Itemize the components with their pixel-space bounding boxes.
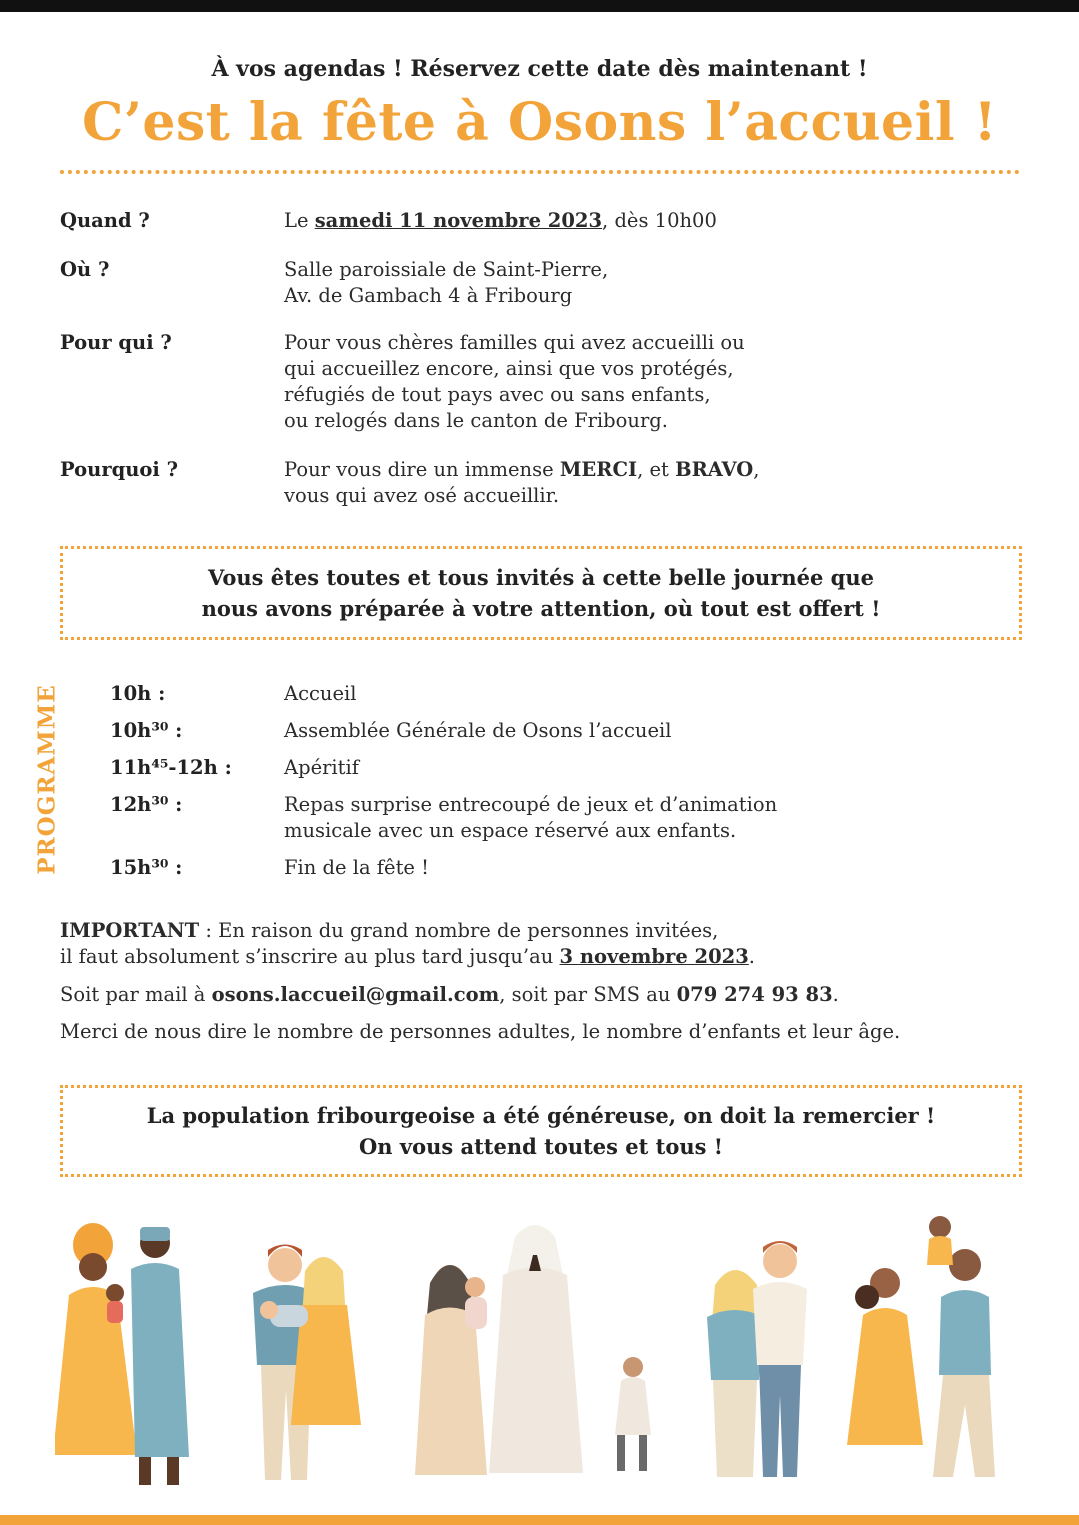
for-whom-line-3: réfugiés de tout pays avec ou sans enfants, — [284, 383, 711, 406]
when-suffix: , dès 10h00 — [602, 209, 717, 232]
why-part-3: , — [753, 458, 760, 481]
programme-desc: Assemblée Générale de Osons l’accueil — [284, 719, 672, 742]
where-value — [284, 257, 984, 309]
for-whom-line-1: Pour vous chères familles qui avez accueilli ou — [284, 331, 745, 354]
invite-line-1: Vous êtes toutes et tous invités à cette belle journée que — [208, 565, 874, 590]
important-line-2 — [60, 944, 1030, 970]
where-label: Où ? — [60, 258, 110, 281]
programme-desc: Apéritif — [284, 756, 359, 779]
why-bravo: BRAVO — [675, 458, 754, 481]
thanks-box — [60, 1085, 1022, 1177]
programme-time: 15h³⁰ : — [110, 856, 183, 879]
programme-time: 10h : — [110, 682, 166, 705]
important-line-2-prefix: il faut absolument s’inscrire au plus tard jusqu’au — [60, 945, 560, 968]
why-part-2: , et — [637, 458, 676, 481]
when-prefix: Le — [284, 209, 315, 232]
email-link[interactable]: osons.laccueil@gmail.com — [211, 983, 500, 1006]
programme-desc-line-2: musicale avec un espace réservé aux enfants. — [284, 819, 737, 842]
for-whom-label: Pour qui ? — [60, 331, 172, 354]
contact-prefix: Soit par mail à — [60, 983, 212, 1006]
dotted-divider — [60, 170, 1020, 174]
contact-suffix: . — [832, 983, 839, 1006]
programme-label: PROGRAMME — [33, 684, 61, 875]
important-line-2-suffix: . — [748, 945, 755, 968]
why-merci: MERCI — [559, 458, 638, 481]
invite-line-2: nous avons préparée à votre attention, où tout est offert ! — [201, 596, 881, 621]
programme-desc-line-1: Repas surprise entrecoupé de jeux et d’animation — [284, 793, 778, 816]
why-label: Pourquoi ? — [60, 458, 179, 481]
programme-desc: Accueil — [284, 682, 357, 705]
page-title: C’est la fête à Osons l’accueil ! — [81, 92, 998, 153]
family-2-illustration — [253, 1245, 361, 1481]
bottom-border — [0, 1515, 1079, 1525]
thanks-line-1: La population fribourgeoise a été généreuse, on doit la remercier ! — [146, 1103, 936, 1128]
programme-desc: Fin de la fête ! — [284, 856, 429, 879]
programme-time: 10h³⁰ : — [110, 719, 183, 742]
for-whom-value — [284, 330, 984, 434]
top-border — [0, 0, 1079, 12]
why-line-2: vous qui avez osé accueillir. — [284, 484, 560, 507]
why-part-1: Pour vous dire un immense — [284, 458, 560, 481]
kicker-text: À vos agendas ! Réservez cette date dès maintenant ! — [211, 56, 868, 82]
programme-time: 12h³⁰ : — [110, 793, 183, 816]
important-label: IMPORTANT — [60, 919, 200, 942]
where-line-1: Salle paroissiale de Saint-Pierre, — [284, 258, 609, 281]
family-4-illustration — [707, 1241, 807, 1477]
where-line-2: Av. de Gambach 4 à Fribourg — [284, 284, 573, 307]
when-label: Quand ? — [60, 209, 150, 232]
important-paragraph — [60, 918, 1030, 970]
programme-desc — [284, 792, 1004, 844]
for-whom-line-2: qui accueillez encore, ainsi que vos protégés, — [284, 357, 734, 380]
important-line-1 — [60, 918, 1030, 944]
why-value — [284, 457, 984, 509]
why-line-1 — [284, 457, 984, 483]
invite-box — [60, 546, 1022, 640]
important-line-1-rest: : En raison du grand nombre de personnes invitées, — [199, 919, 719, 942]
family-3-illustration — [415, 1225, 651, 1475]
families-illustration — [55, 1205, 1025, 1490]
family-1-illustration — [55, 1223, 189, 1485]
event-date: samedi 11 novembre 2023 — [314, 209, 603, 232]
phone-number[interactable]: 079 274 93 83 — [676, 983, 833, 1006]
contact-mid: , soit par SMS au — [499, 983, 677, 1006]
note-line: Merci de nous dire le nombre de personnes adultes, le nombre d’enfants et leur âge. — [60, 1020, 901, 1043]
contact-line — [60, 982, 1030, 1008]
programme-time: 11h⁴⁵-12h : — [110, 756, 232, 779]
family-5-illustration — [847, 1216, 995, 1477]
for-whom-line-4: ou relogés dans le canton de Fribourg. — [284, 409, 668, 432]
when-value — [284, 208, 984, 234]
deadline-date: 3 novembre 2023 — [559, 945, 749, 968]
thanks-line-2: On vous attend toutes et tous ! — [359, 1134, 723, 1159]
